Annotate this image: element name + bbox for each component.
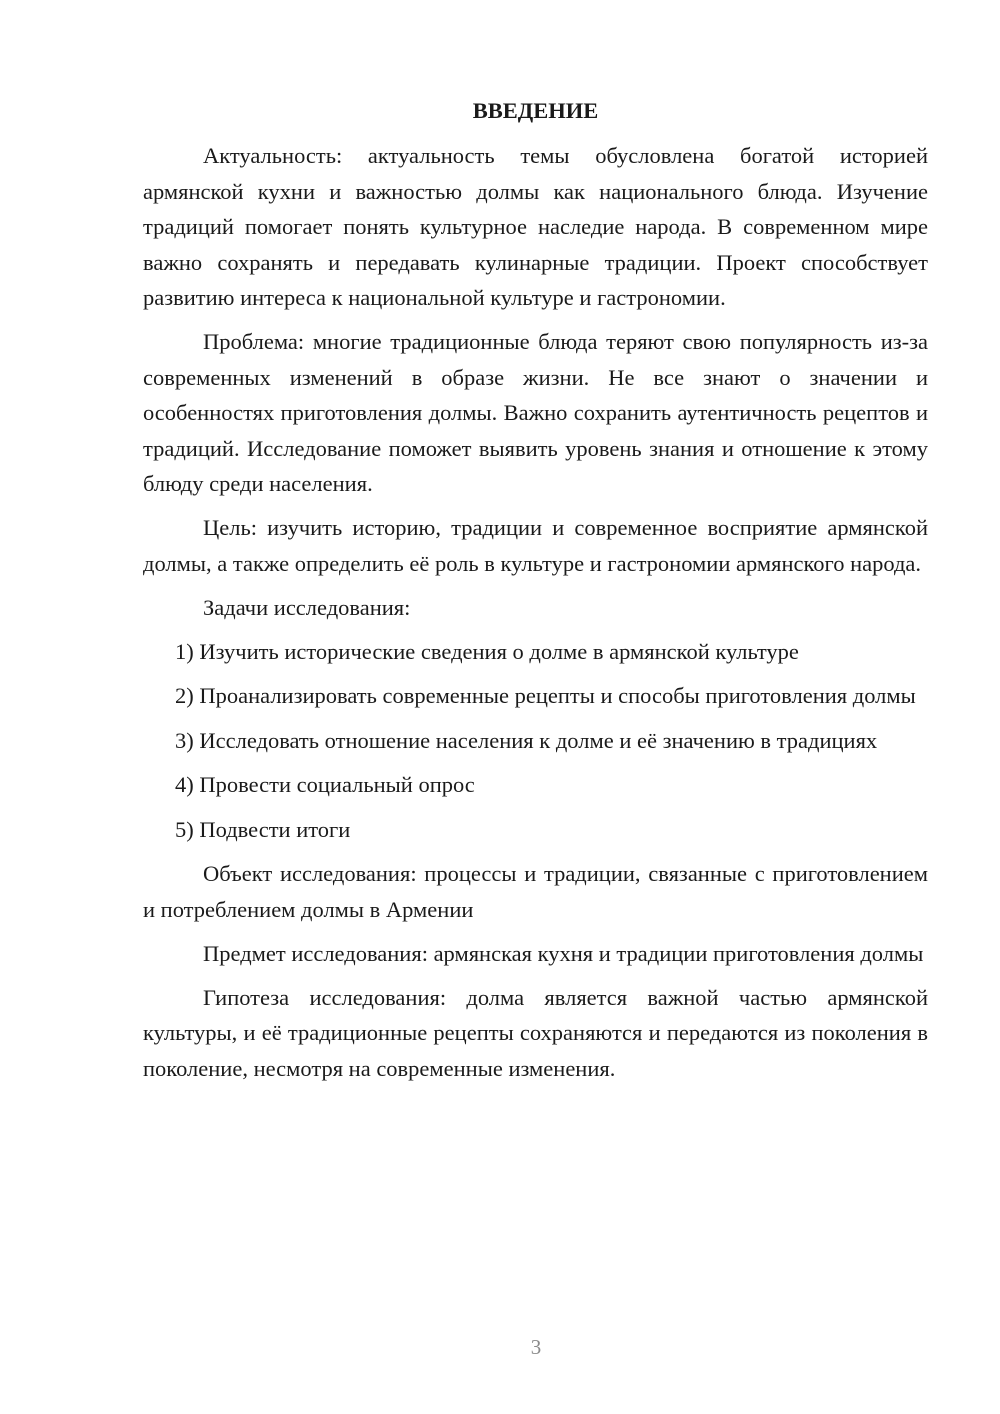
paragraph-goal: Цель: изучить историю, традиции и современное восприятие армянской долмы, а также определить её роль в культуре и гастрономии армянского народа. [143,515,928,576]
paragraph-relevance: Актуальность: актуальность темы обусловлена богатой историей армянской кухни и важностью долмы как национального блюда. Изучение традиций помогает понять культурное наследие народа. В современном мире важно сохранять и передавать кулинарные традиции. Проект способствует развитию интереса к национальной культуре и гастрономии. [143,143,928,310]
paragraph-problem: Проблема: многие традиционные блюда теряют свою популярность из-за современных изменений в образе жизни. Не все знают о значении и особенностях приготовления долмы. Важно сохранить аутентичность рецептов и традиций. Исследование поможет выявить уровень знания и отношение к этому блюду среди населения. [143,329,928,496]
paragraph-subject: Предмет исследования: армянская кухня и традиции приготовления долмы [203,940,924,966]
task-item-4: 4) Провести социальный опрос [175,772,475,797]
page-number: 3 [530,1335,542,1359]
task-item-3: 3) Исследовать отношение населения к долме и её значению в традициях [175,727,878,753]
paragraph-object: Объект исследования: процессы и традиции, связанные с приготовлением и потреблением долмы в Армении [143,861,928,922]
section-title: ВВЕДЕНИЕ [472,98,599,123]
task-item-5: 5) Подвести итоги [175,816,351,842]
paragraph-hypothesis: Гипотеза исследования: долма является важной частью армянской культуры, и её традиционные рецепты сохраняются и передаются из поколения в поколение, несмотря на современные изменения. [143,984,928,1081]
document-body [143,94,928,1095]
task-item-2: 2) Проанализировать современные рецепты и способы приготовления долмы [175,683,916,708]
task-item-1: 1) Изучить исторические сведения о долме в армянской культуре [175,638,799,664]
tasks-heading: Задачи исследования: [203,594,411,620]
